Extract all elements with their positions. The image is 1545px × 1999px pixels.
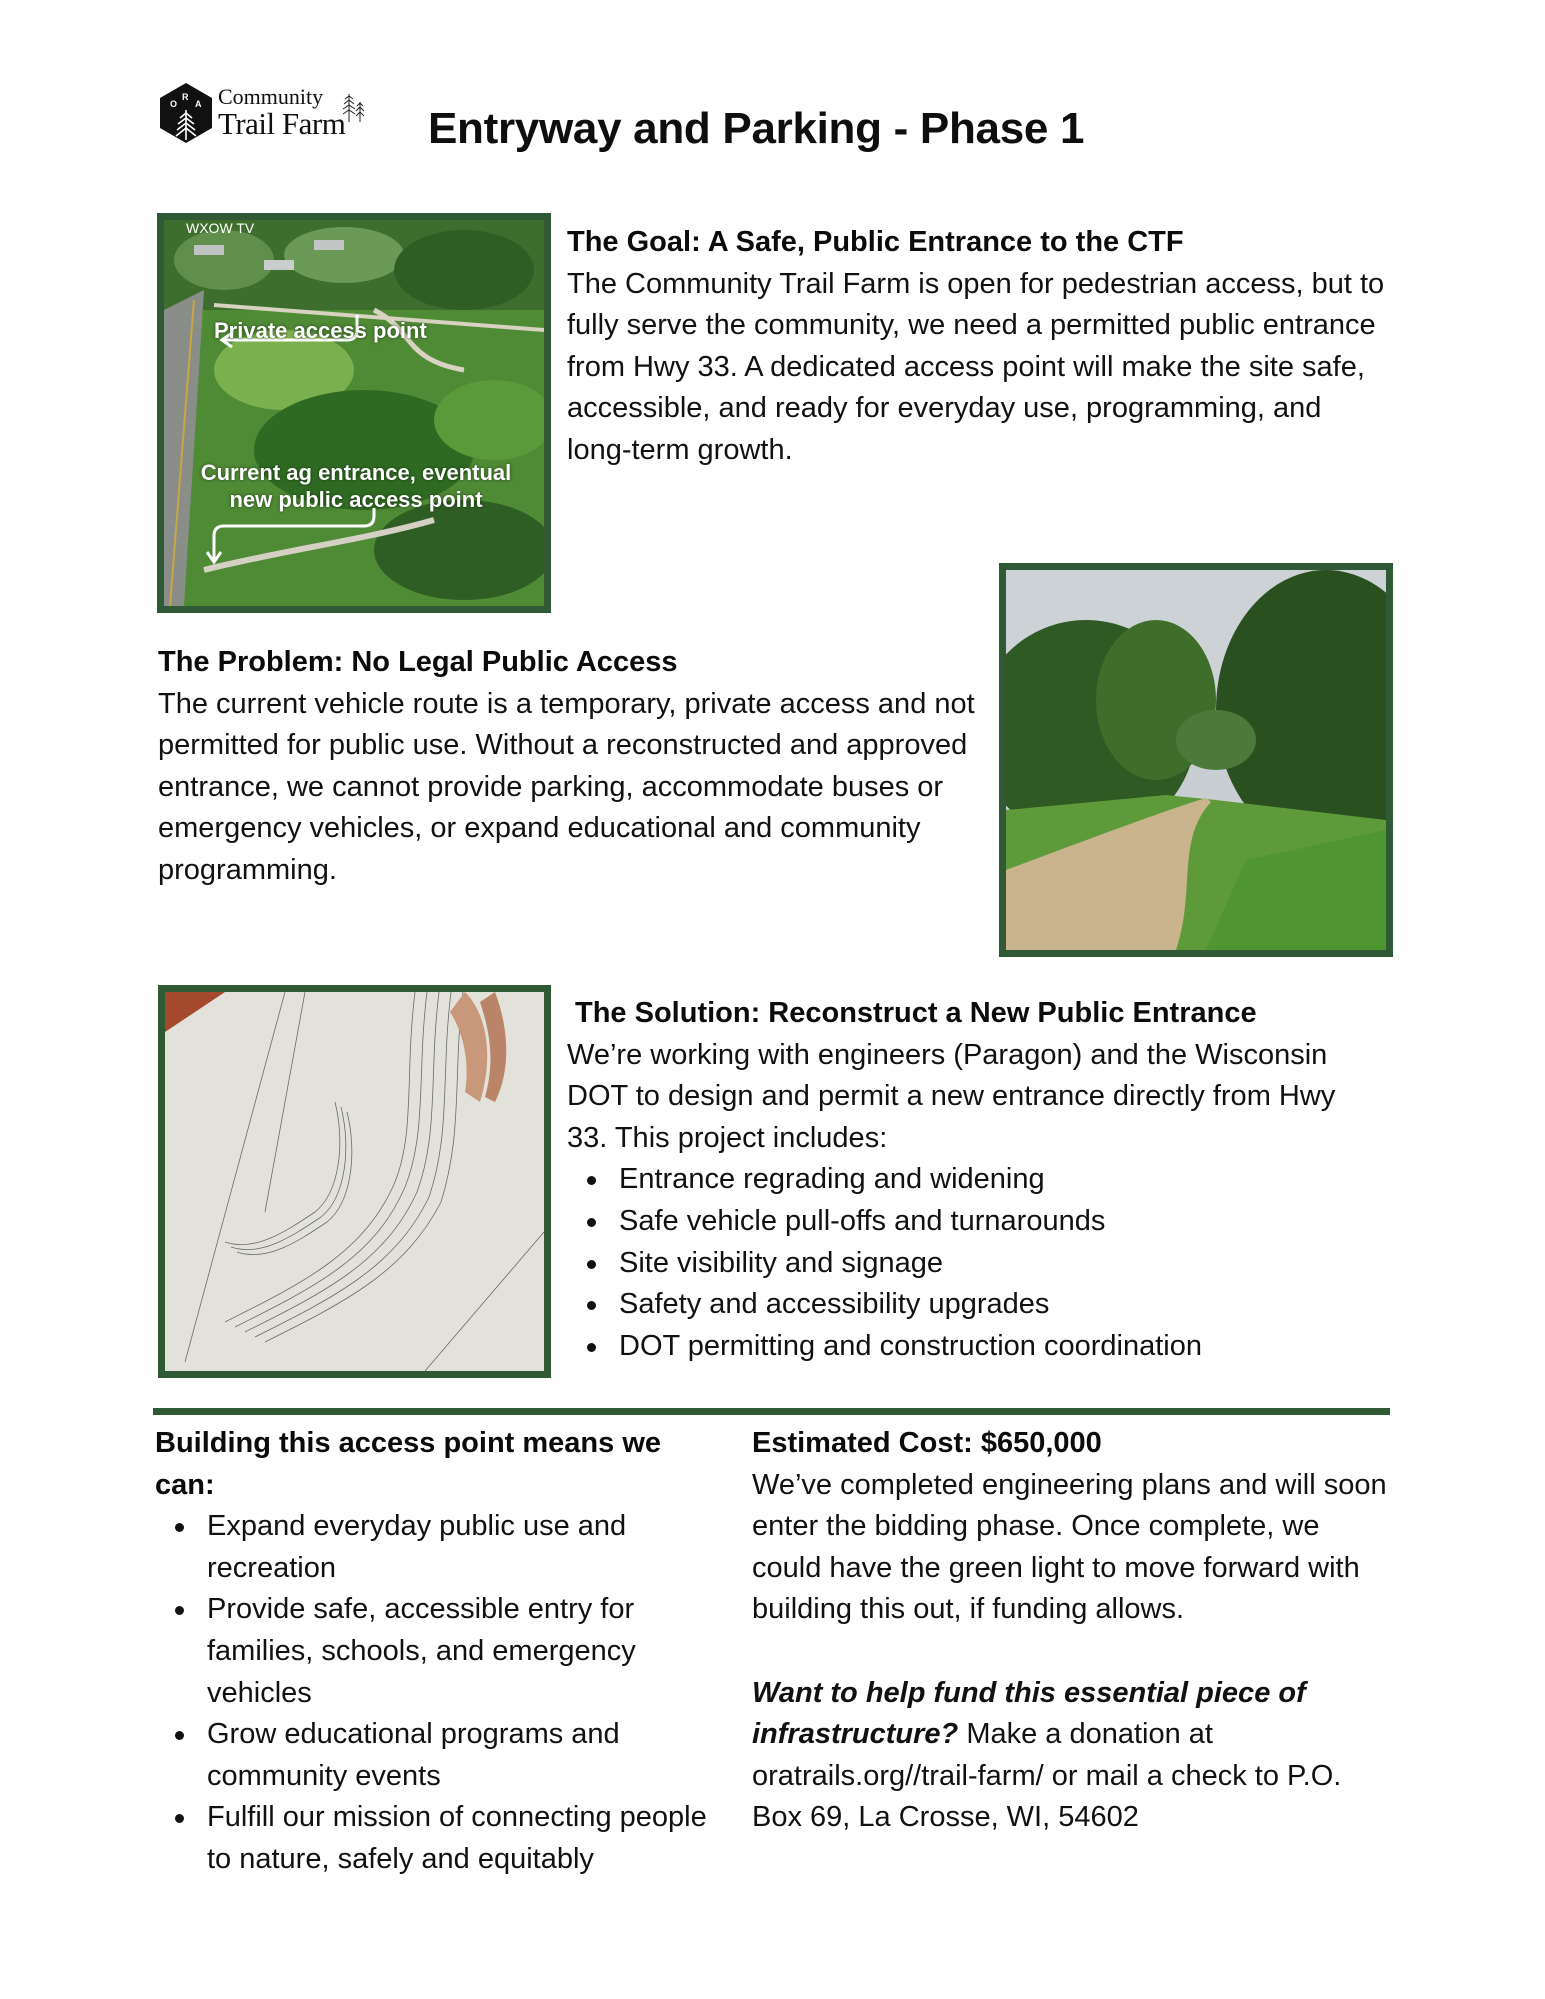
solution-heading: The Solution: Reconstruct a New Public Entrance (575, 997, 1257, 1029)
svg-text:O: O (170, 99, 178, 109)
cost-section (752, 1423, 1392, 1839)
list-item: Safety and accessibility upgrades (567, 1284, 1367, 1326)
ora-hexagon-logo-icon (158, 82, 214, 144)
solution-list (567, 1159, 1367, 1367)
solution-body: We’re working with engineers (Paragon) and the Wisconsin DOT to design and permit a new entrance directly from Hwy 33. This project includes: (567, 1038, 1336, 1154)
problem-section (158, 642, 988, 892)
list-item: Site visibility and signage (567, 1243, 1367, 1285)
aerial-photo-image (164, 220, 544, 606)
donation-call-to-action (752, 1673, 1392, 1839)
photo-credit: WXOW TV (186, 220, 255, 236)
cost-heading: Estimated Cost: $650,000 (752, 1427, 1102, 1459)
list-item: Fulfill our mission of connecting people to nature, safely and equitably (155, 1797, 715, 1880)
svg-text:R: R (182, 92, 189, 102)
goal-heading: The Goal: A Safe, Public Entrance to the CTF (567, 226, 1184, 258)
problem-body: The current vehicle route is a temporary, private access and not permitted for public use. Without a reconstructed and approved entrance, we cannot provide parking, accommodate buses or emergency vehicles, or expand educational and community programming. (158, 687, 975, 886)
cost-body: We’ve completed engineering plans and will soon enter the bidding phase. Once complete, we could have the green light to move forward with building this out, if funding allows. (752, 1468, 1387, 1626)
community-trail-farm-logo (158, 82, 368, 146)
engineering-plans-photo (158, 985, 551, 1378)
private-access-label: Private access point (214, 318, 427, 343)
list-item: Entrance regrading and widening (567, 1159, 1367, 1201)
spacer (752, 1631, 1392, 1673)
list-item: Provide safe, accessible entry for families, schools, and emergency vehicles (155, 1589, 715, 1714)
public-access-label-line1: Current ag entrance, eventual (200, 460, 512, 485)
plans-photo-image (165, 992, 544, 1371)
public-access-label (172, 460, 540, 514)
aerial-site-photo (157, 213, 551, 613)
goal-section (567, 222, 1387, 472)
logo-line-trail-farm: Trail Farm (218, 106, 346, 141)
svg-text:A: A (195, 99, 202, 109)
logo-wordmark (218, 86, 345, 139)
benefits-list (155, 1506, 715, 1880)
solution-section (567, 993, 1367, 1367)
gravel-trail-photo (999, 563, 1393, 957)
list-item: DOT permitting and construction coordination (567, 1326, 1367, 1368)
section-divider (153, 1408, 1390, 1415)
problem-heading: The Problem: No Legal Public Access (158, 646, 678, 678)
logo-line-community: Community (218, 84, 324, 109)
page-title: Entryway and Parking - Phase 1 (428, 104, 1085, 153)
benefits-heading: Building this access point means we can: (155, 1427, 662, 1501)
list-item: Expand everyday public use and recreation (155, 1506, 715, 1589)
benefits-section (155, 1423, 715, 1881)
list-item: Safe vehicle pull-offs and turnarounds (567, 1201, 1367, 1243)
cta-body: Make a donation at oratrails.org//trail-farm/ or mail a check to P.O. Box 69, La Crosse, WI, 54602 (752, 1718, 1342, 1834)
list-item: Grow educational programs and community events (155, 1714, 715, 1797)
trail-photo-image (1006, 570, 1386, 950)
public-access-label-line2: new public access point (229, 486, 483, 512)
cta-lead: Want to help fund this essential piece of infrastructure? (752, 1676, 1306, 1751)
pine-trees-icon (340, 92, 368, 124)
goal-body: The Community Trail Farm is open for pedestrian access, but to fully serve the community, we need a permitted public entrance from Hwy 33. A dedicated access point will make the site safe, accessible, and ready for everyday use, programming, and long-term growth. (567, 267, 1385, 466)
